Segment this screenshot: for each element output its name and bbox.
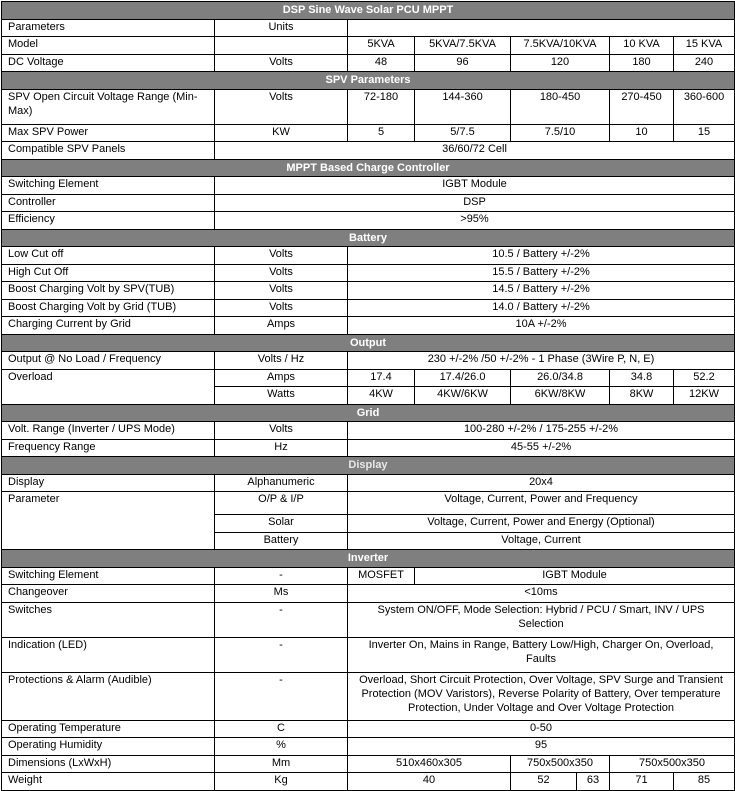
- changeover-unit: Ms: [215, 585, 348, 603]
- battery-label: High Cut Off: [2, 264, 215, 282]
- dc-voltage-label: DC Voltage: [2, 54, 215, 72]
- overload-watts-unit: Watts: [215, 387, 348, 405]
- changeover-label: Changeover: [2, 585, 215, 603]
- spv-power-label: Max SPV Power: [2, 124, 215, 142]
- overload-amps-value: 26.0/34.8: [511, 369, 610, 387]
- switches-row: [2, 602, 735, 637]
- output-noload-value: 230 +/-2% /50 +/-2% - 1 Phase (3Wire P, N, E): [348, 352, 735, 370]
- output-noload-unit: Volts / Hz: [215, 352, 348, 370]
- battery-value: 14.0 / Battery +/-2%: [348, 299, 735, 317]
- section-display-title: Display: [2, 457, 735, 475]
- overload-watts-value: 4KW: [348, 387, 415, 405]
- mppt-switching-row: [2, 177, 735, 195]
- humidity-label: Operating Humidity: [2, 738, 215, 756]
- protections-label: Protections & Alarm (Audible): [2, 672, 215, 720]
- overload-amps-value: 17.4/26.0: [415, 369, 511, 387]
- overload-amps-value: 17.4: [348, 369, 415, 387]
- display-param-value: Voltage, Current, Power and Energy (Optional): [348, 515, 735, 533]
- grid-section-row: [2, 404, 735, 422]
- grid-freq-unit: Hz: [215, 439, 348, 457]
- dc-voltage-value: 96: [415, 54, 511, 72]
- section-output-title: Output: [2, 334, 735, 352]
- dimensions-row: [2, 755, 735, 773]
- switches-label: Switches: [2, 602, 215, 637]
- battery-section-row: [2, 229, 735, 247]
- spv-panels-value: 36/60/72 Cell: [215, 142, 735, 160]
- model-value: 5KVA/7.5KVA: [415, 37, 511, 55]
- overload-amps-unit: Amps: [215, 369, 348, 387]
- battery-value: 15.5 / Battery +/-2%: [348, 264, 735, 282]
- mppt-switching-value: IGBT Module: [215, 177, 735, 195]
- spv-power-value: 10: [610, 124, 674, 142]
- grid-range-label: Volt. Range (Inverter / UPS Mode): [2, 422, 215, 440]
- header-row: [2, 19, 735, 37]
- overload-watts-value: 8KW: [610, 387, 674, 405]
- humidity-value: 95: [348, 738, 735, 756]
- battery-unit: Amps: [215, 317, 348, 335]
- temperature-unit: C: [215, 720, 348, 738]
- inverter-switching-value: IGBT Module: [415, 567, 735, 585]
- grid-freq-row: [2, 439, 735, 457]
- battery-unit: Volts: [215, 247, 348, 265]
- header-parameters: Parameters: [2, 19, 215, 37]
- protections-unit: -: [215, 672, 348, 720]
- mppt-controller-row: [2, 194, 735, 212]
- model-unit: [215, 37, 348, 55]
- dc-voltage-unit: Volts: [215, 54, 348, 72]
- display-param-value: Voltage, Current: [348, 532, 735, 550]
- spv-ocv-value: 144-360: [415, 89, 511, 124]
- display-param-unit: Solar: [215, 515, 348, 533]
- model-label: Model: [2, 37, 215, 55]
- spv-ocv-label: SPV Open Circuit Voltage Range (Min-Max): [2, 89, 215, 124]
- battery-row: [2, 299, 735, 317]
- battery-label: Boost Charging Volt by Grid (TUB): [2, 299, 215, 317]
- overload-amps-value: 34.8: [610, 369, 674, 387]
- output-section-row: [2, 334, 735, 352]
- battery-label: Boost Charging Volt by SPV(TUB): [2, 282, 215, 300]
- display-param-label: Parameter: [2, 492, 215, 550]
- changeover-row: [2, 585, 735, 603]
- dimensions-value: 510x460x305: [348, 755, 511, 773]
- model-value: 5KVA: [348, 37, 415, 55]
- spv-ocv-value: 180-450: [511, 89, 610, 124]
- humidity-row: [2, 738, 735, 756]
- section-grid-title: Grid: [2, 404, 735, 422]
- inverter-switching-label: Switching Element: [2, 567, 215, 585]
- battery-unit: Volts: [215, 264, 348, 282]
- battery-row: [2, 264, 735, 282]
- battery-label: Charging Current by Grid: [2, 317, 215, 335]
- title-row: [2, 2, 735, 20]
- inverter-switching-value: MOSFET: [348, 567, 415, 585]
- mppt-efficiency-value: >95%: [215, 212, 735, 230]
- dc-voltage-value: 48: [348, 54, 415, 72]
- overload-amps-value: 52.2: [674, 369, 735, 387]
- temperature-row: [2, 720, 735, 738]
- weight-unit: Kg: [215, 773, 348, 791]
- model-value: 7.5KVA/10KVA: [511, 37, 610, 55]
- grid-range-unit: Volts: [215, 422, 348, 440]
- dc-voltage-value: 180: [610, 54, 674, 72]
- display-value: 20x4: [348, 474, 735, 492]
- grid-range-row: [2, 422, 735, 440]
- changeover-value: <10ms: [348, 585, 735, 603]
- weight-value: 63: [577, 773, 610, 791]
- indication-label: Indication (LED): [2, 637, 215, 672]
- indication-unit: -: [215, 637, 348, 672]
- temperature-label: Operating Temperature: [2, 720, 215, 738]
- overload-amps-row: [2, 369, 735, 387]
- dimensions-unit: Mm: [215, 755, 348, 773]
- weight-value: 71: [610, 773, 674, 791]
- spv-power-value: 5/7.5: [415, 124, 511, 142]
- inverter-section-row: [2, 550, 735, 568]
- weight-row: [2, 773, 735, 791]
- output-noload-label: Output @ No Load / Frequency: [2, 352, 215, 370]
- overload-label: Overload: [2, 369, 215, 404]
- mppt-efficiency-row: [2, 212, 735, 230]
- protections-value: Overload, Short Circuit Protection, Over Voltage, SPV Surge and Transient Protection (MOV Varistors), Reverse Polarity of Battery, Over temperature Protection, Under Voltage and Over Voltage Protection: [348, 672, 735, 720]
- display-label: Display: [2, 474, 215, 492]
- grid-range-value: 100-280 +/-2% / 175-255 +/-2%: [348, 422, 735, 440]
- spv-panels-row: [2, 142, 735, 160]
- battery-row: [2, 317, 735, 335]
- spv-ocv-value: 72-180: [348, 89, 415, 124]
- indication-value: Inverter On, Mains in Range, Battery Low/High, Charger On, Overload, Faults: [348, 637, 735, 672]
- section-battery-title: Battery: [2, 229, 735, 247]
- battery-row: [2, 282, 735, 300]
- battery-row: [2, 247, 735, 265]
- display-param-unit: O/P & I/P: [215, 492, 348, 515]
- switches-unit: -: [215, 602, 348, 637]
- output-noload-row: [2, 352, 735, 370]
- indication-row: [2, 637, 735, 672]
- overload-watts-value: 6KW/8KW: [511, 387, 610, 405]
- spv-power-unit: KW: [215, 124, 348, 142]
- grid-freq-label: Frequency Range: [2, 439, 215, 457]
- spv-ocv-value: 360-600: [674, 89, 735, 124]
- display-unit: Alphanumeric: [215, 474, 348, 492]
- model-value: 10 KVA: [610, 37, 674, 55]
- spec-table: [1, 1, 735, 791]
- spv-power-value: 7.5/10: [511, 124, 610, 142]
- table-title: DSP Sine Wave Solar PCU MPPT: [2, 2, 735, 20]
- spv-ocv-row: [2, 89, 735, 124]
- mppt-section-row: [2, 159, 735, 177]
- inverter-switching-unit: -: [215, 567, 348, 585]
- battery-value: 10A +/-2%: [348, 317, 735, 335]
- display-param-row: [2, 492, 735, 515]
- spv-ocv-unit: Volts: [215, 89, 348, 124]
- display-section-row: [2, 457, 735, 475]
- inverter-switching-row: [2, 567, 735, 585]
- mppt-efficiency-label: Efficiency: [2, 212, 215, 230]
- weight-value: 52: [511, 773, 577, 791]
- section-inverter-title: Inverter: [2, 550, 735, 568]
- battery-value: 10.5 / Battery +/-2%: [348, 247, 735, 265]
- spv-power-value: 15: [674, 124, 735, 142]
- mppt-controller-label: Controller: [2, 194, 215, 212]
- spv-panels-label: Compatible SPV Panels: [2, 142, 215, 160]
- spv-power-value: 5: [348, 124, 415, 142]
- dc-voltage-row: [2, 54, 735, 72]
- overload-watts-value: 4KW/6KW: [415, 387, 511, 405]
- weight-value: 40: [348, 773, 511, 791]
- section-mppt-title: MPPT Based Charge Controller: [2, 159, 735, 177]
- weight-value: 85: [674, 773, 735, 791]
- battery-label: Low Cut off: [2, 247, 215, 265]
- grid-freq-value: 45-55 +/-2%: [348, 439, 735, 457]
- battery-value: 14.5 / Battery +/-2%: [348, 282, 735, 300]
- model-row: [2, 37, 735, 55]
- dc-voltage-value: 120: [511, 54, 610, 72]
- header-blank: [348, 19, 735, 37]
- spv-ocv-value: 270-450: [610, 89, 674, 124]
- spv-power-row: [2, 124, 735, 142]
- dimensions-value: 750x500x350: [610, 755, 735, 773]
- display-param-value: Voltage, Current, Power and Frequency: [348, 492, 735, 515]
- spv-section-row: [2, 72, 735, 90]
- switches-value: System ON/OFF, Mode Selection: Hybrid / PCU / Smart, INV / UPS Selection: [348, 602, 735, 637]
- section-spv-title: SPV Parameters: [2, 72, 735, 90]
- temperature-value: 0-50: [348, 720, 735, 738]
- battery-unit: Volts: [215, 282, 348, 300]
- model-value: 15 KVA: [674, 37, 735, 55]
- dimensions-label: Dimensions (LxWxH): [2, 755, 215, 773]
- battery-unit: Volts: [215, 299, 348, 317]
- display-row: [2, 474, 735, 492]
- mppt-switching-label: Switching Element: [2, 177, 215, 195]
- header-units: Units: [215, 19, 348, 37]
- dimensions-value: 750x500x350: [511, 755, 610, 773]
- dc-voltage-value: 240: [674, 54, 735, 72]
- overload-watts-value: 12KW: [674, 387, 735, 405]
- display-param-unit: Battery: [215, 532, 348, 550]
- protections-row: [2, 672, 735, 720]
- weight-label: Weight: [2, 773, 215, 791]
- mppt-controller-value: DSP: [215, 194, 735, 212]
- humidity-unit: %: [215, 738, 348, 756]
